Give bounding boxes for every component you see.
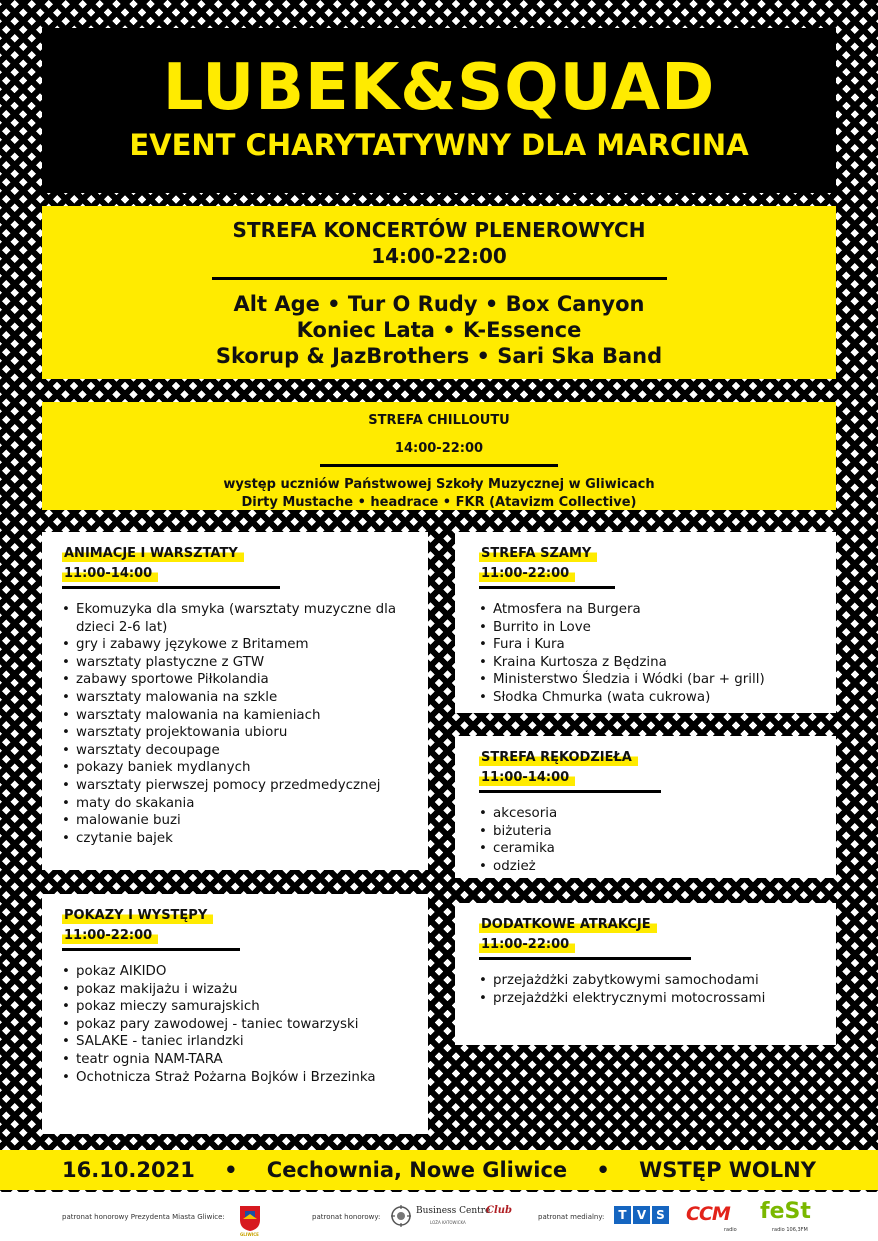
list-item [62, 830, 412, 848]
bullet-icon: • [479, 858, 487, 874]
event-date: 16.10.2021 [62, 1158, 195, 1182]
bullet-icon: • [479, 689, 487, 705]
list-item [62, 689, 412, 707]
list-item-text: pokazy baniek mydlanych [76, 760, 251, 776]
list-item-text: Ekomuzyka dla smyka (warsztaty muzyczne dla dzieci 2-6 lat) [76, 602, 397, 635]
zone-title: POKAZY I WYSTĘPY [62, 907, 213, 924]
zone-title: STREFA RĘKODZIEŁA [479, 749, 638, 766]
list-item [479, 689, 826, 707]
bullet-icon: • [479, 973, 487, 988]
list-item-text: akcesoria [493, 806, 558, 821]
divider [479, 586, 615, 589]
list-item [479, 823, 826, 841]
header [42, 28, 836, 193]
bullet-icon: • [479, 672, 487, 688]
crafts-zone [455, 736, 836, 878]
zone-title: DODATKOWE ATRAKCJE [479, 916, 657, 933]
list-item [62, 777, 412, 795]
bullet-icon: • [62, 981, 70, 997]
event-info-bar [0, 1150, 878, 1190]
concert-zone-title: STREFA KONCERTÓW PLENEROWYCH [232, 218, 646, 242]
ccm-logo-subtext: radio [724, 1227, 737, 1233]
patronage-bar [0, 1192, 878, 1241]
divider [479, 957, 691, 960]
separator: • [224, 1158, 238, 1182]
bullet-icon: • [479, 990, 487, 1006]
bullet-icon: • [62, 725, 70, 741]
list-item [479, 858, 826, 876]
list-item-text: pokaz mieczy samurajskich [76, 999, 260, 1015]
lineup-line: Skorup & JazBrothers • Sari Ska Band [215, 344, 663, 368]
tvs-logo-letter: T [614, 1206, 631, 1224]
list-item-text: warsztaty plastyczne z GTW [76, 654, 265, 670]
list-item [479, 840, 826, 858]
list-item-text: malowanie buzi [76, 813, 181, 829]
list-item-text: przejażdżki elektrycznymi motocrossami [493, 990, 766, 1006]
list-item-text: pokaz AIKIDO [76, 964, 167, 979]
bullet-icon: • [62, 602, 70, 617]
zone-title: STREFA SZAMY [479, 545, 597, 562]
bcc-logo-text: Business Centre [416, 1206, 491, 1216]
list-item-text: biżuteria [493, 823, 552, 839]
bullet-icon: • [62, 813, 70, 829]
chillout-zone [42, 402, 836, 510]
gliwice-logo [236, 1202, 264, 1232]
list-item-text: czytanie bajek [76, 830, 173, 846]
list-item-text: gry i zabawy językowe z Britamem [76, 637, 309, 653]
bullet-icon: • [62, 964, 70, 979]
list-item [62, 636, 412, 654]
media-patronage-label: patronat medialny: [538, 1213, 605, 1221]
list-item [62, 981, 412, 999]
list-item-text: odzież [493, 858, 536, 874]
list-item [62, 1033, 412, 1051]
bullet-icon: • [62, 707, 70, 723]
concert-zone-time: 14:00-22:00 [371, 244, 507, 268]
bullet-icon: • [479, 841, 487, 857]
bullet-icon: • [479, 619, 487, 635]
zone-time: 11:00-22:00 [479, 565, 575, 582]
zone-title: ANIMACJE I WARSZTATY [62, 545, 244, 562]
bullet-icon: • [62, 742, 70, 758]
bullet-icon: • [62, 689, 70, 705]
zone-time: 11:00-14:00 [479, 769, 575, 786]
divider [479, 790, 661, 793]
divider [62, 586, 280, 589]
zone-list [479, 972, 826, 1007]
list-item [479, 805, 826, 823]
list-item [479, 972, 826, 990]
bullet-icon: • [62, 777, 70, 793]
bullet-icon: • [479, 823, 487, 839]
list-item-text: warsztaty pierwszej pomocy przedmedycznej [76, 777, 381, 793]
list-item [479, 619, 826, 637]
list-item [62, 998, 412, 1016]
bullet-icon: • [62, 1069, 70, 1085]
bullet-icon: • [62, 672, 70, 688]
event-subtitle: EVENT CHARYTATYWNY DLA MARCINA [129, 128, 749, 162]
list-item-text: Fura i Kura [493, 637, 565, 653]
list-item-text: pokaz makijażu i wizażu [76, 981, 238, 997]
list-item-text: ceramika [493, 841, 555, 857]
separator: • [596, 1158, 610, 1182]
list-item-text: zabawy sportowe Piłkolandia [76, 672, 269, 688]
list-item [62, 759, 412, 777]
concert-zone [42, 206, 836, 379]
list-item-text: warsztaty projektowania ubioru [76, 725, 288, 741]
list-item [62, 654, 412, 672]
fest-logo: feSt [760, 1199, 811, 1224]
list-item-text: Ochotnicza Straż Pożarna Bojków i Brzezinka [76, 1069, 376, 1085]
list-item-text: warsztaty malowania na szkle [76, 689, 278, 705]
list-item-text: Atmosfera na Burgera [493, 602, 641, 617]
ccm-logo: CCM [686, 1203, 730, 1225]
mayor-patronage-label: patronat honorowy Prezydenta Miasta Gliwice: [62, 1213, 225, 1221]
bullet-icon: • [479, 602, 487, 617]
zone-list [479, 805, 826, 875]
event-title: LUBEK&SQUAD [162, 51, 716, 125]
zone-list [62, 963, 412, 1086]
list-item [62, 671, 412, 689]
bullet-icon: • [62, 1016, 70, 1032]
list-item-text: Ministerstwo Śledzia i Wódki (bar + grill) [493, 672, 765, 688]
tvs-logo-letter: V [633, 1206, 650, 1224]
lineup-line: Dirty Mustache • headrace • FKR (Atavizm Collective) [241, 495, 637, 510]
list-item [62, 1016, 412, 1034]
list-item-text: Burrito in Love [493, 619, 591, 635]
bcc-logo-text: Club [486, 1205, 513, 1216]
divider [212, 277, 667, 280]
divider [62, 948, 240, 951]
bullet-icon: • [62, 830, 70, 846]
list-item [62, 601, 412, 636]
list-item-text: pokaz pary zawodowej - taniec towarzyski [76, 1016, 359, 1032]
bullet-icon: • [479, 806, 487, 821]
list-item [62, 812, 412, 830]
lineup-line: Koniec Lata • K-Essence [296, 318, 582, 342]
food-zone [455, 532, 836, 713]
bullet-icon: • [62, 1051, 70, 1067]
bullet-icon: • [62, 1034, 70, 1050]
fest-logo-subtext: radio 106,3FM [772, 1227, 808, 1233]
list-item [62, 963, 412, 981]
extra-attractions-zone [455, 903, 836, 1045]
tvs-logo [614, 1206, 669, 1224]
list-item-text: teatr ognia NAM-TARA [76, 1051, 223, 1067]
list-item [62, 707, 412, 725]
list-item-text: Słodka Chmurka (wata cukrowa) [493, 689, 711, 705]
gliwice-logo-text: GLIWICE [240, 1232, 259, 1237]
list-item [479, 671, 826, 689]
workshops-zone [42, 532, 428, 870]
list-item [479, 601, 826, 619]
zone-time: 11:00-14:00 [62, 565, 158, 582]
list-item [479, 636, 826, 654]
list-item [62, 795, 412, 813]
list-item-text: warsztaty decoupage [76, 742, 220, 758]
list-item [62, 724, 412, 742]
bcc-logo-subtext: LOŻA KATOWICKA [430, 1220, 466, 1225]
list-item-text: Kraina Kurtosza z Będzina [493, 654, 667, 670]
list-item [62, 1069, 412, 1087]
bullet-icon: • [62, 999, 70, 1015]
chillout-zone-title: STREFA CHILLOUTU [368, 413, 510, 428]
zone-time: 11:00-22:00 [62, 927, 158, 944]
list-item [62, 1051, 412, 1069]
bullet-icon: • [479, 654, 487, 670]
divider [320, 464, 558, 467]
shows-zone [42, 894, 428, 1134]
zone-time: 11:00-22:00 [479, 936, 575, 953]
list-item-text: SALAKE - taniec irlandzki [76, 1034, 244, 1050]
bcc-logo-emblem-icon [390, 1204, 412, 1228]
list-item-text: warsztaty malowania na kamieniach [76, 707, 321, 723]
chillout-zone-time: 14:00-22:00 [394, 441, 484, 456]
lineup-line: występ uczniów Państwowej Szkoły Muzycznej w Gliwicach [223, 477, 655, 492]
tvs-logo-letter: S [652, 1206, 669, 1224]
bullet-icon: • [479, 637, 487, 653]
list-item [62, 742, 412, 760]
bullet-icon: • [62, 795, 70, 811]
list-item [479, 990, 826, 1008]
event-venue: Cechownia, Nowe Gliwice [266, 1158, 568, 1182]
honorary-patronage-label: patronat honorowy: [312, 1213, 381, 1221]
bullet-icon: • [62, 654, 70, 670]
list-item-text: przejażdżki zabytkowymi samochodami [493, 973, 759, 988]
list-item-text: maty do skakania [76, 795, 195, 811]
bullet-icon: • [62, 760, 70, 776]
bullet-icon: • [62, 637, 70, 653]
list-item [479, 654, 826, 672]
lineup-line: Alt Age • Tur O Rudy • Box Canyon [233, 292, 645, 316]
zone-list [479, 601, 826, 707]
zone-list [62, 601, 412, 847]
free-entry: WSTĘP WOLNY [639, 1158, 816, 1182]
